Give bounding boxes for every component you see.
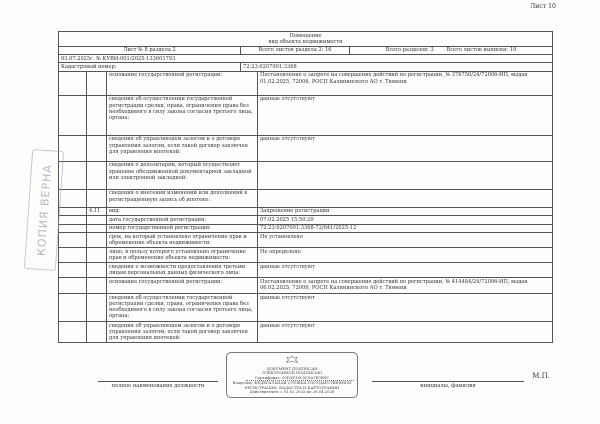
eds-line: ДОКУМЕНТ ПОДПИСАН <box>266 365 318 371</box>
seal-mark: М.П. <box>532 372 550 380</box>
row-value <box>258 189 553 207</box>
extract-table <box>58 31 552 343</box>
page-number: Лист 10 <box>529 3 556 10</box>
eds-line: Сертификат: 00D5E16C0C8A7E3B9C <box>255 375 329 381</box>
row-label: номер государственной регистрации: <box>107 224 258 232</box>
row-label: сведения о возможности предоставления третьим лицам персональных данных физического лица: <box>107 262 258 277</box>
row-value: Постановление о запрете на совершение действий по регистрации, № 414484/24/72006-ИП, выдан 06.02.2025, 72006, РОСП Калининского АО г. Тюмени <box>258 277 553 293</box>
eds-line: Владелец: ФЕДЕРАЛЬНАЯ СЛУЖБА ГОСУДАРСТВЕННОЙ <box>232 379 352 385</box>
row-label: дата государственной регистрации: <box>107 216 258 224</box>
row-label: сведения об управляющем залогом и о договоре управления залогом, если такой договор заключен для управления ипотекой: <box>107 321 258 342</box>
row-label: сведения об осуществлении государственной регистрации сделки, права, ограничения права без необходимого в силу закона согласия третьего лица, органа: <box>107 95 258 135</box>
row-label: сведения об осуществлении государственной регистрации сделки, права, ограничения права без необходимого в силу закона согласия третьего лица, органа: <box>107 293 258 321</box>
row-value: Не определено <box>258 247 553 262</box>
copy-certified-stamp: КОПИЯ ВЕРНА <box>24 149 64 271</box>
row-value: Запрещение регистрации <box>258 207 553 215</box>
totals: Всего разделов: 3 Всего листов выписки: 19 <box>350 46 553 54</box>
eds-line: РЕГИСТРАЦИИ, КАДАСТРА И КАРТОГРАФИИ <box>244 384 340 390</box>
row-value <box>258 161 553 189</box>
extract-date-number: 03.07.2025г. № КУВИ-001/2025-133601793 <box>59 54 553 62</box>
row-value: данные отсутствуют <box>258 321 553 342</box>
row-value: 72:23:0207001:3368-72/041/2025-12 <box>258 224 553 232</box>
row-value: данные отсутствуют <box>258 135 553 161</box>
row-label: сведения о внесении изменений или дополнений в регистрационную запись об ипотеке: <box>107 189 258 207</box>
row-value: Не установлено <box>258 232 553 247</box>
row-value: данные отсутствуют <box>258 262 553 277</box>
row-value: данные отсутствуют <box>258 95 553 135</box>
row-label: лицо, в пользу которого установлено ограничение прав и обременение объекта недвижимости: <box>107 247 258 262</box>
signature-dots <box>246 380 354 381</box>
electronic-signature-stamp <box>226 352 358 398</box>
row-label: срок, на который установлено ограничение прав и обременение объекта недвижимости: <box>107 232 258 247</box>
name-label: инициалы, фамилия <box>372 381 524 389</box>
document-title: Помещение вид объекта недвижимости <box>59 32 553 47</box>
sheets-in-section: Всего листов раздела 2: 16 <box>241 46 350 54</box>
position-label: полное наименование должности <box>98 381 218 389</box>
eds-line: Действителен: с 01.02.2025 по 28.04.2026 <box>249 389 335 395</box>
sheet-section: Лист № 8 раздела 2 <box>59 46 241 54</box>
emblem-icon <box>285 355 299 364</box>
row-label: основание государственной регистрации: <box>107 71 258 95</box>
row-label: сведения о депозитарии, который осуществляет хранение обездвиженной документарной закладной или электронной закладной: <box>107 161 258 189</box>
row-label: сведения об управляющем залогом и о договоре управления залогом, если такой договор заключен для управления ипотекой: <box>107 135 258 161</box>
row-value: данные отсутствуют <box>258 293 553 321</box>
eds-line: ЭЛЕКТРОННОЙ ПОДПИСЬЮ <box>261 370 323 376</box>
row-label: вид: <box>107 207 258 215</box>
section-number: 4.11 <box>87 207 107 215</box>
row-value: Постановление о запрете на совершение действий по регистрации, № 376750/24/72006-ИП, выдан 01.02.2025, 72006, РОСП Калининского АО г. Тюмени <box>258 71 553 95</box>
cadastral-number: 72:23:0207001:3368 <box>241 63 553 71</box>
row-value: 07.02.2025 15:50:20 <box>258 216 553 224</box>
cadastral-label: Кадастровый номер: <box>59 63 241 71</box>
row-label: основание государственной регистрации: <box>107 277 258 293</box>
